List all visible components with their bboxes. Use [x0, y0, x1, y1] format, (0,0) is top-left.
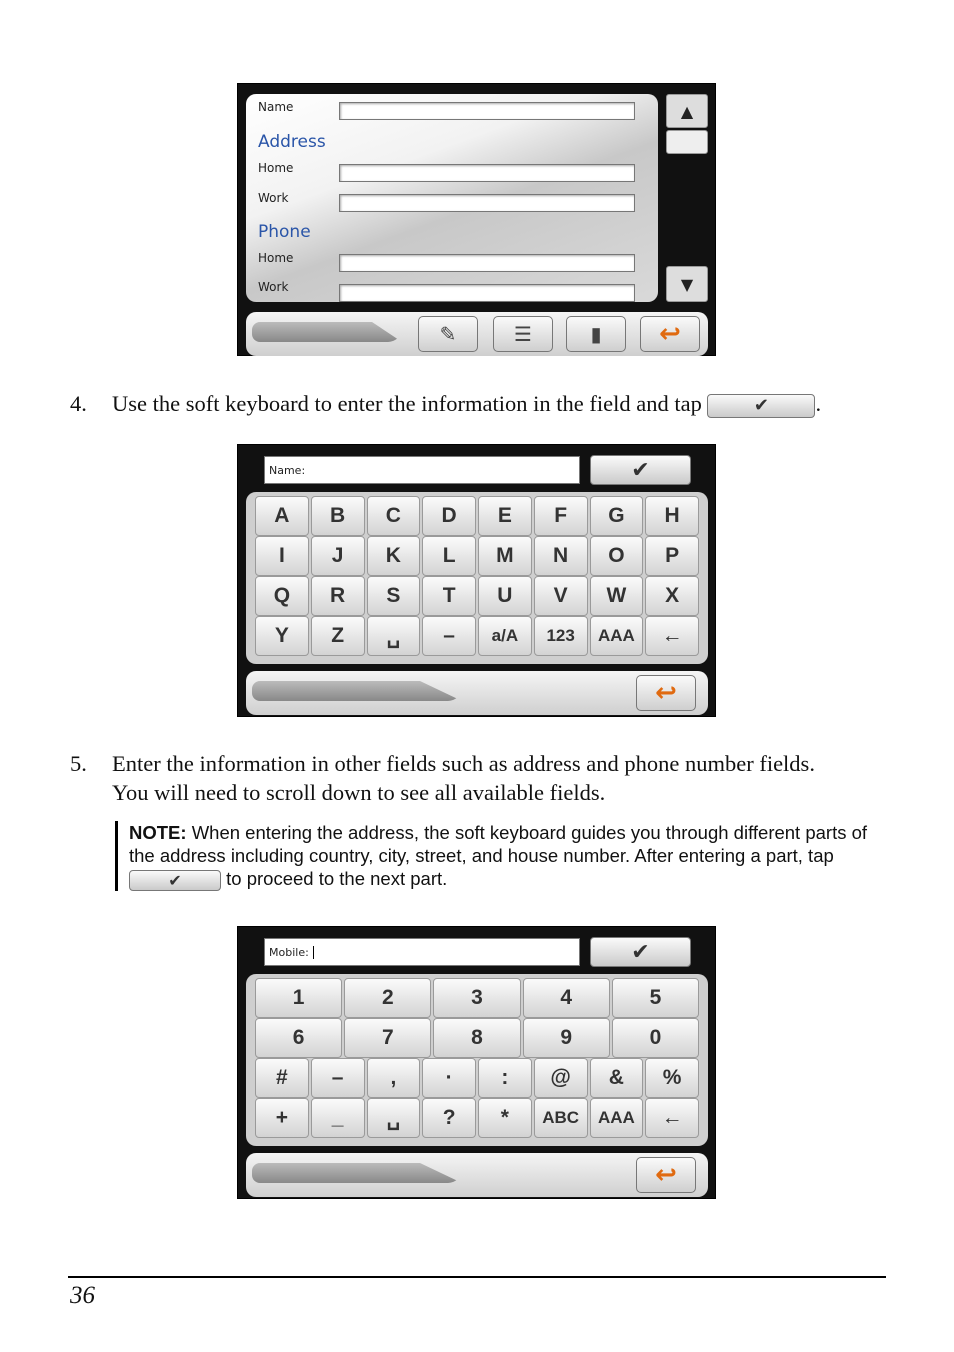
key-button[interactable]: + [255, 1098, 309, 1138]
back-button[interactable] [640, 316, 700, 352]
key-button[interactable]: 2 [344, 978, 431, 1018]
key-button[interactable]: 3 [433, 978, 520, 1018]
key-button[interactable]: # [255, 1058, 309, 1098]
key-button[interactable]: Y [255, 616, 309, 656]
key-button[interactable]: R [311, 576, 365, 616]
contact-form-screenshot [237, 83, 716, 356]
address-work-field[interactable] [339, 194, 635, 212]
address-work-label: Work [258, 191, 289, 205]
key-button[interactable]: : [478, 1058, 532, 1098]
key-button[interactable]: F [534, 496, 588, 536]
checkmark-icon: ✔ [753, 394, 769, 416]
key-button[interactable]: N [534, 536, 588, 576]
phone-work-label: Work [258, 280, 289, 294]
key-button[interactable]: ␣ [367, 1098, 421, 1138]
key-button[interactable]: P [645, 536, 699, 576]
address-home-field[interactable] [339, 164, 635, 182]
list-edit-icon: ☰ [514, 322, 532, 346]
note-line1: When entering the address, the soft keyboard guides you through different parts of [186, 822, 868, 843]
step-5-line1: Enter the information in other fields such as address and phone number fields. [112, 751, 815, 776]
book-button[interactable] [566, 316, 626, 352]
key-button[interactable]: @ [534, 1058, 588, 1098]
key-button[interactable]: A [255, 496, 309, 536]
scroll-up-button[interactable] [666, 94, 708, 128]
key-button[interactable]: ← [645, 616, 699, 656]
key-button[interactable]: 8 [433, 1018, 520, 1058]
ok-button[interactable] [590, 937, 691, 967]
scroll-thumb[interactable] [666, 130, 708, 154]
key-button[interactable]: 1 [255, 978, 342, 1018]
keyboard-toolbar [246, 671, 708, 715]
keyboard-row [254, 496, 700, 536]
note-block [115, 821, 899, 891]
key-button[interactable]: E [478, 496, 532, 536]
contact-form-panel [246, 94, 658, 302]
keyboard-row [254, 576, 700, 616]
phone-work-field[interactable] [339, 284, 635, 302]
numeric-keyboard [246, 974, 708, 1146]
key-button[interactable]: · [422, 1058, 476, 1098]
name-field[interactable] [339, 102, 635, 120]
step-5-number: 5. [70, 751, 87, 776]
key-button[interactable]: 9 [523, 1018, 610, 1058]
key-button[interactable]: T [422, 576, 476, 616]
step-4-text: Use the soft keyboard to enter the information in the field and tap [112, 391, 702, 416]
back-arrow-icon: ↩ [655, 678, 677, 708]
key-button[interactable]: W [590, 576, 644, 616]
key-button[interactable]: S [367, 576, 421, 616]
key-button[interactable]: 6 [255, 1018, 342, 1058]
key-button[interactable]: 0 [612, 1018, 699, 1058]
key-button[interactable]: ␣ [367, 616, 421, 656]
keyboard-row [254, 1098, 700, 1138]
phone-home-label: Home [258, 251, 294, 265]
key-button[interactable]: O [590, 536, 644, 576]
key-button[interactable]: I [255, 536, 309, 576]
numeric-keyboard-screenshot [237, 926, 716, 1199]
keyboard-input-field[interactable] [264, 456, 580, 484]
key-button[interactable]: Z [311, 616, 365, 656]
key-button[interactable]: B [311, 496, 365, 536]
keyboard-row [254, 1018, 700, 1058]
key-button[interactable]: , [367, 1058, 421, 1098]
key-button[interactable]: V [534, 576, 588, 616]
key-button[interactable]: AAA [590, 616, 644, 656]
key-button[interactable]: C [367, 496, 421, 536]
alpha-keyboard-screenshot [237, 444, 716, 717]
address-heading: Address [258, 132, 326, 152]
key-button[interactable]: D [422, 496, 476, 536]
title-tab [252, 1163, 462, 1183]
key-button[interactable]: 4 [523, 978, 610, 1018]
keyboard-row [254, 1058, 700, 1098]
list-edit-button[interactable] [493, 316, 553, 352]
key-button[interactable]: % [645, 1058, 699, 1098]
inline-ok-button [707, 394, 815, 418]
key-button[interactable]: M [478, 536, 532, 576]
note-line2: the address including country, city, street, and house number. After entering a part, tap [129, 845, 834, 866]
footer-rule [68, 1276, 886, 1278]
triangle-down-icon: ▼ [680, 274, 694, 294]
title-tab [252, 681, 462, 701]
keyboard-row [254, 536, 700, 576]
name-label: Name [258, 100, 294, 114]
address-home-label: Home [258, 161, 294, 175]
key-button[interactable]: ← [645, 1098, 699, 1138]
input-label: Mobile: [269, 946, 309, 959]
text-cursor [313, 946, 314, 959]
ok-button[interactable] [590, 455, 691, 485]
checkmark-icon: ✔ [631, 457, 650, 483]
key-button[interactable]: H [645, 496, 699, 536]
keyboard-row [254, 616, 700, 656]
book-icon: ▮ [590, 322, 602, 346]
page-number: 36 [70, 1282, 95, 1309]
input-label: Name: [269, 464, 306, 477]
note-label: NOTE: [129, 822, 187, 843]
triangle-up-icon: ▲ [680, 101, 694, 121]
inline-ok-button [129, 870, 221, 891]
scroll-down-button[interactable] [666, 266, 708, 302]
key-button[interactable]: G [590, 496, 644, 536]
key-button[interactable]: U [478, 576, 532, 616]
key-button[interactable]: 5 [612, 978, 699, 1018]
phone-home-field[interactable] [339, 254, 635, 272]
checkmark-icon: ✔ [168, 870, 182, 890]
step-5-line2: You will need to scroll down to see all available fields. [112, 780, 606, 805]
key-button[interactable]: AAA [590, 1098, 644, 1138]
back-arrow-icon: ↩ [659, 319, 681, 349]
key-button[interactable]: * [478, 1098, 532, 1138]
key-button[interactable]: J [311, 536, 365, 576]
step-4-number: 4. [70, 391, 87, 416]
checkmark-icon: ✔ [631, 939, 650, 965]
note-line3: to proceed to the next part. [221, 868, 448, 889]
key-button[interactable]: & [590, 1058, 644, 1098]
step-5 [70, 749, 900, 809]
key-button[interactable]: ABC [534, 1098, 588, 1138]
title-tab [252, 322, 402, 342]
key-button[interactable]: _ [311, 1098, 365, 1138]
key-button[interactable]: K [367, 536, 421, 576]
edit-button[interactable] [418, 316, 478, 352]
back-button[interactable] [636, 675, 696, 711]
key-button[interactable]: X [645, 576, 699, 616]
keyboard-row [254, 978, 700, 1018]
key-button[interactable]: – [422, 616, 476, 656]
step-4: 4. Use the soft keyboard to enter the information in the field and tap ✔ . [70, 391, 822, 416]
back-arrow-icon: ↩ [655, 1160, 677, 1190]
key-button[interactable]: – [311, 1058, 365, 1098]
key-button[interactable]: ? [422, 1098, 476, 1138]
key-button[interactable]: a/A [478, 616, 532, 656]
key-button[interactable]: Q [255, 576, 309, 616]
keyboard-toolbar [246, 1153, 708, 1197]
back-button[interactable] [636, 1157, 696, 1193]
edit-icon: ✎ [439, 322, 457, 346]
toolbar [246, 312, 708, 356]
key-button[interactable]: L [422, 536, 476, 576]
keyboard-input-field[interactable] [264, 938, 580, 966]
alpha-keyboard [246, 492, 708, 664]
phone-heading: Phone [258, 222, 311, 242]
key-button[interactable]: 7 [344, 1018, 431, 1058]
key-button[interactable]: 123 [534, 616, 588, 656]
